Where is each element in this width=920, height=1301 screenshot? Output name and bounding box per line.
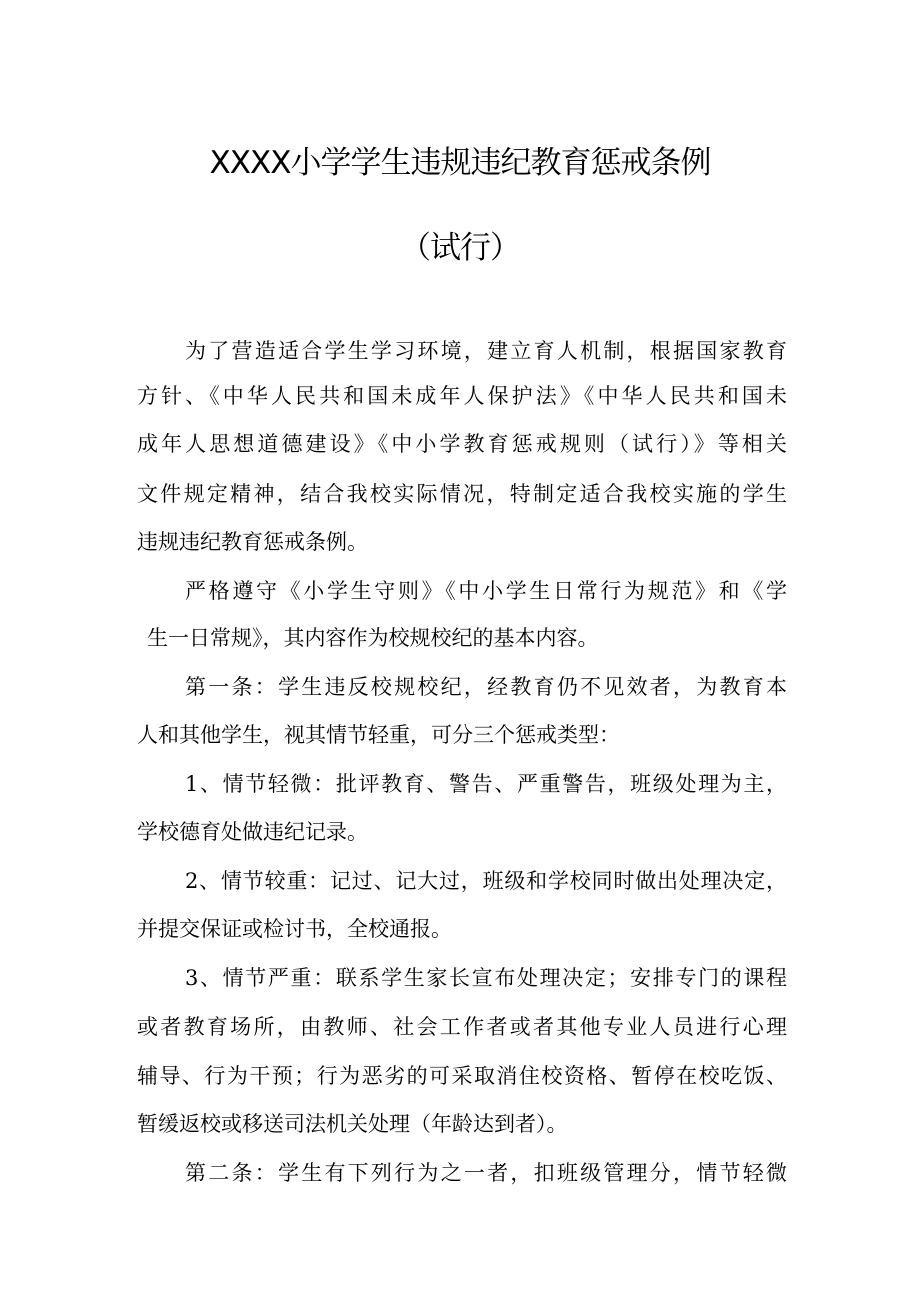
paragraph-2-line-1: 严格遵守《小学生守则》《中小学生日常行为规范》和《学 [185, 579, 787, 603]
paragraph-1-line-4: 文件规定精神，结合我校实际情况，特制定适合我校实施的学生 [137, 482, 787, 506]
paragraph-3-line-1: 第一条：学生违反校规校纪，经教育仍不见效者，为教育本 [185, 675, 787, 699]
paragraph-3-line-2: 人和其他学生，视其情节轻重，可分三个惩戒类型： [137, 723, 620, 747]
paragraph-6-line-2: 或者教育场所，由教师、社会工作者或者其他专业人员进行心理 [137, 1015, 787, 1039]
paragraph-4-line-2: 学校德育处做违纪记录。 [137, 820, 368, 844]
paragraph-1-line-5: 违规违纪教育惩戒条例。 [137, 530, 368, 554]
paragraph-1-line-2: 方针、《中华人民共和国未成年人保护法》《中华人民共和国未 [137, 384, 787, 408]
document-subtitle: （试行） [400, 230, 520, 266]
paragraph-1-line-1: 为了营造适合学生学习环境，建立育人机制，根据国家教育 [185, 339, 787, 363]
paragraph-6-line-3: 辅导、行为干预；行为恶劣的可采取消住校资格、暂停在校吃饭、 [137, 1064, 787, 1088]
paragraph-6-line-1: 3、情节严重：联系学生家长宣布处理决定；安排专门的课程 [185, 966, 787, 990]
paragraph-7-line-1: 第二条：学生有下列行为之一者，扣班级管理分，情节轻微 [185, 1161, 787, 1185]
paragraph-4-line-1: 1、情节轻微：批评教育、警告、严重警告，班级处理为主， [185, 772, 787, 796]
paragraph-2-line-2: 生一日常规》，其内容作为校规校纪的基本内容。 [147, 626, 599, 650]
paragraph-1-line-3: 成年人思想道德建设》《中小学教育惩戒规则（试行）》等相关 [137, 432, 787, 456]
paragraph-5-line-2: 并提交保证或检讨书，全校通报。 [137, 917, 452, 941]
document-title: XXXX小学学生违规违纪教育惩戒条例 [209, 145, 711, 181]
paragraph-6-line-4: 暂缓返校或移送司法机关处理（年龄达到者）。 [137, 1112, 568, 1136]
paragraph-5-line-1: 2、情节较重：记过、记大过，班级和学校同时做出处理决定， [185, 869, 787, 893]
